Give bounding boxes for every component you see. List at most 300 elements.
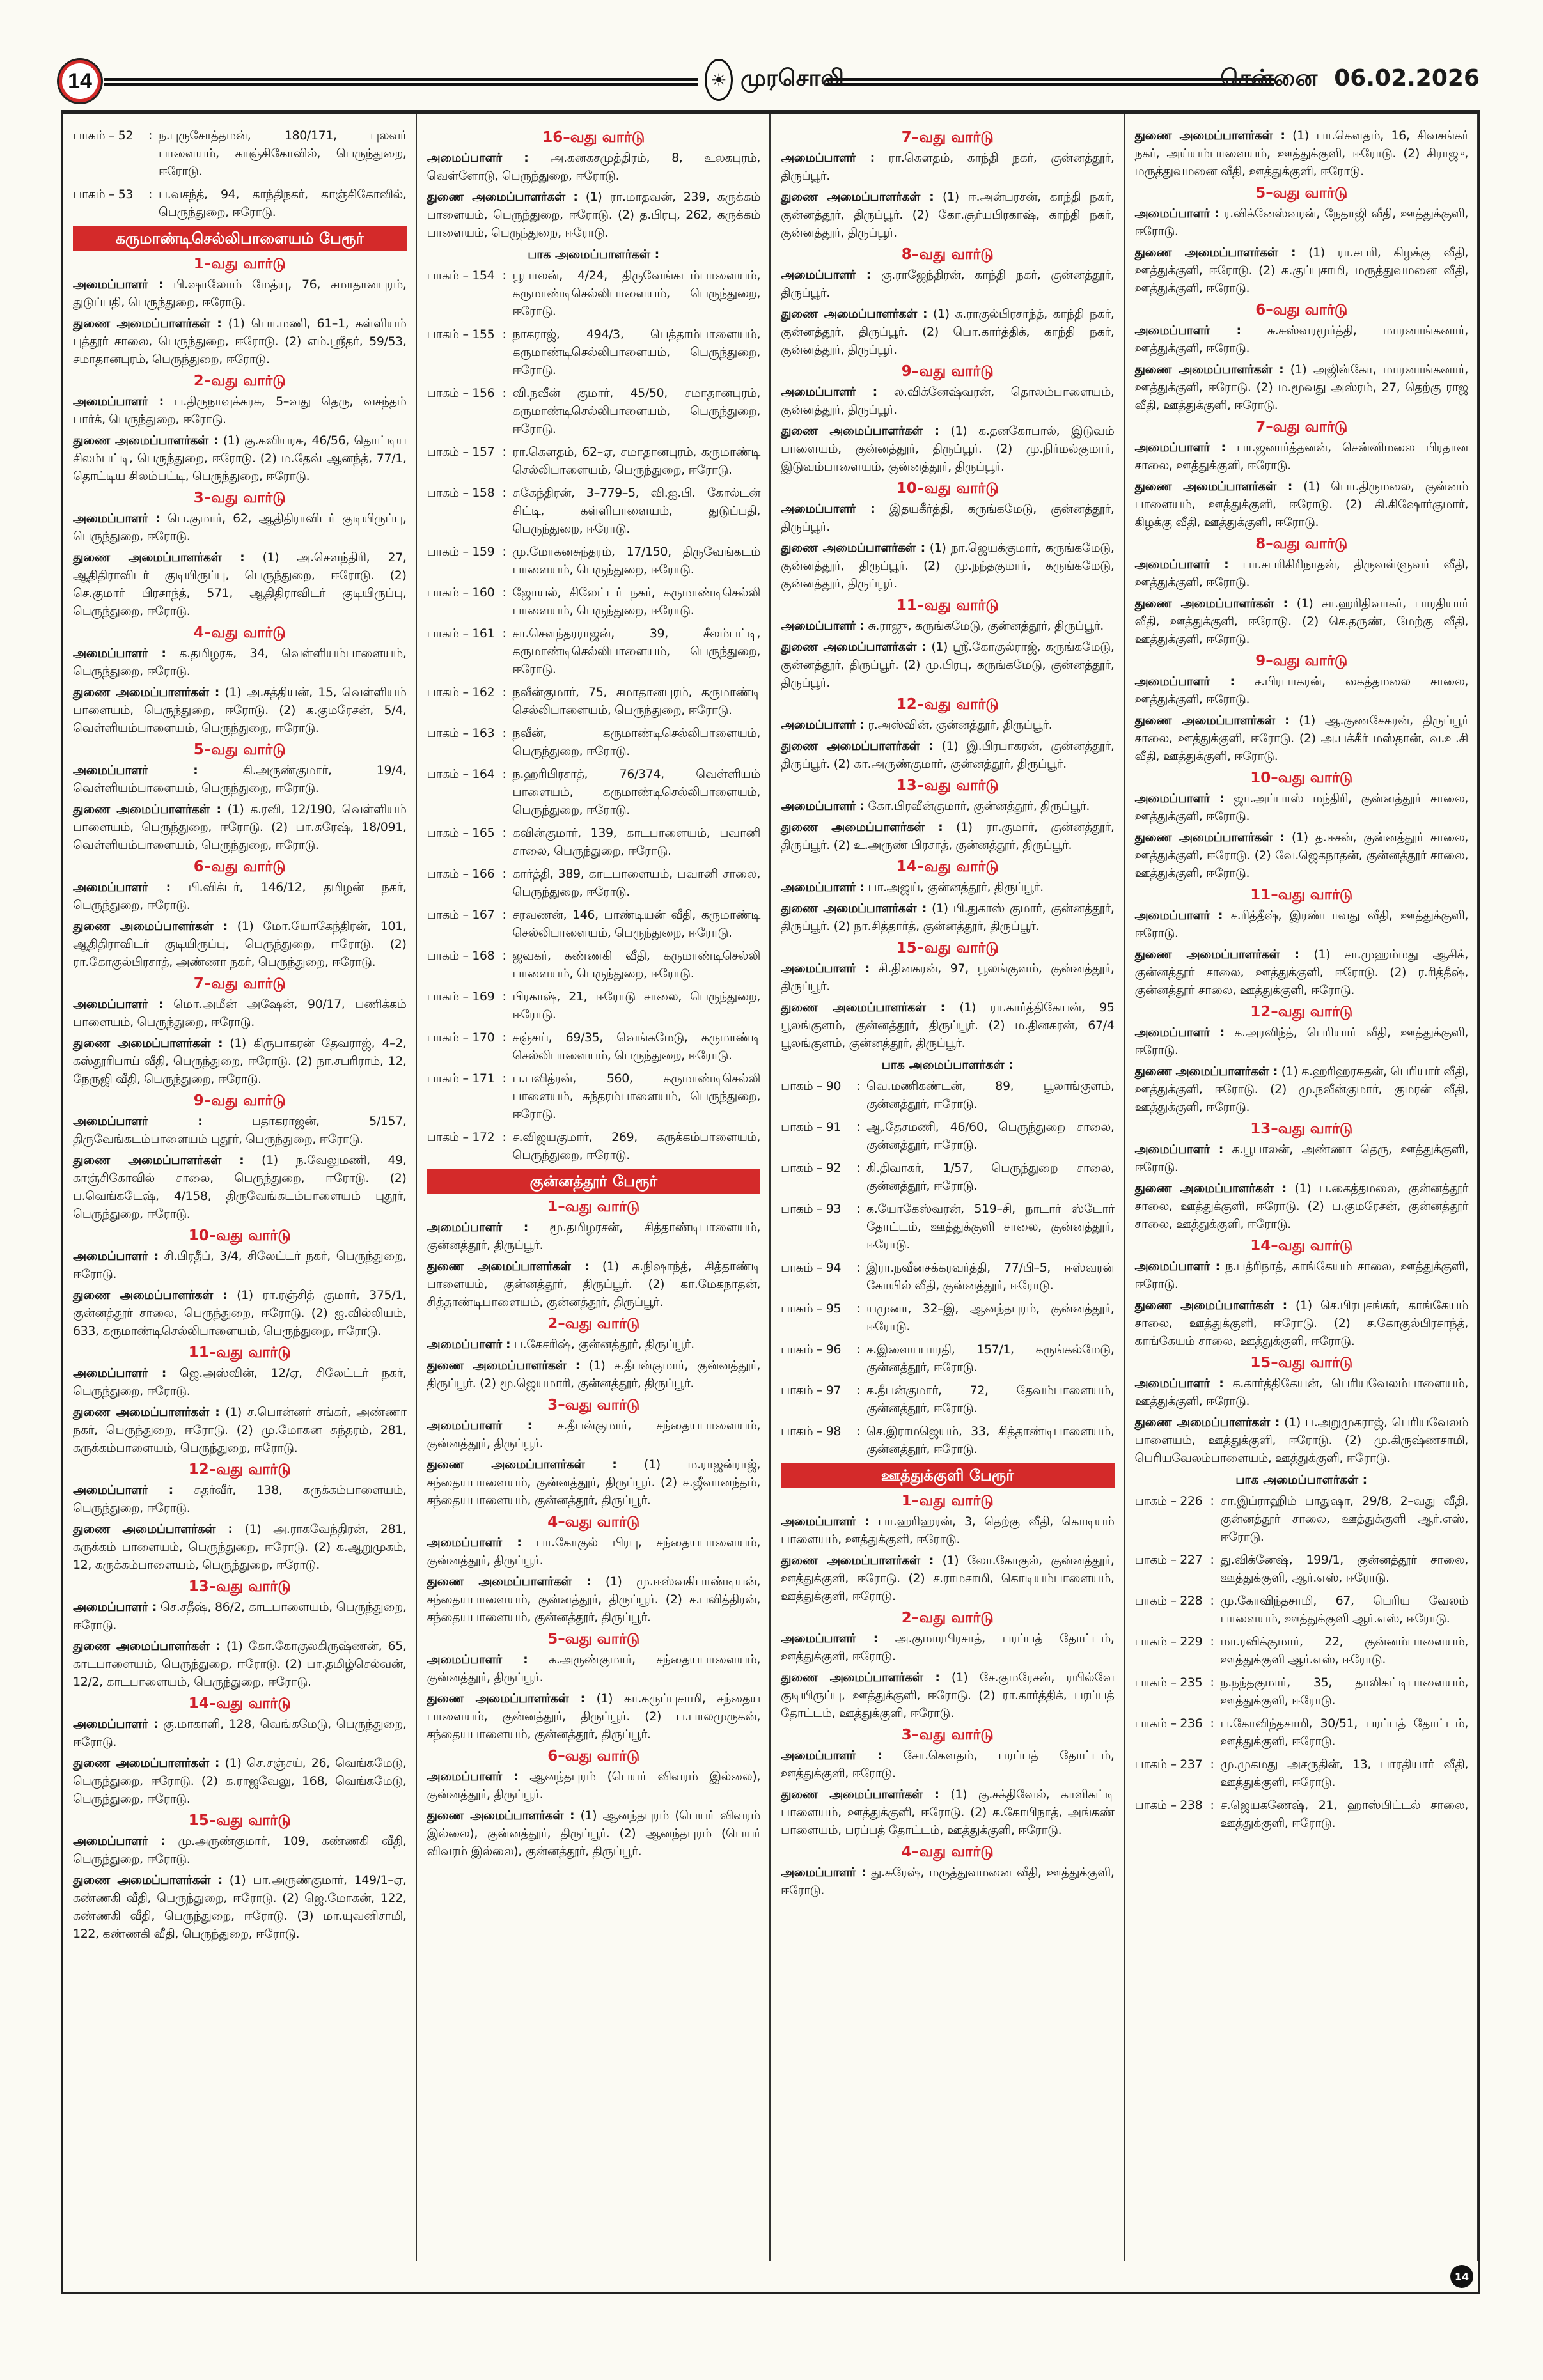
booth-number: 158 <box>472 486 495 500</box>
ward-heading: 14–வது வார்டு <box>1250 1238 1353 1254</box>
deputy-organisers-label: துணை அமைப்பாளர்கள் : <box>1134 479 1292 494</box>
colon: : <box>502 626 506 641</box>
booth-entry <box>781 1200 1115 1254</box>
booth-number: 92 <box>826 1161 842 1175</box>
booth-organisers-subheading: பாக அமைப்பாளர்கள் : <box>1235 1473 1368 1487</box>
deputy-organisers-entry <box>781 305 1115 359</box>
entry-details: (1) சா.ஹரிதிவாகர், பாரதியார் வீதி, ஊத்துக்குளி, ஈரோடு. (2) செ.தருண், மேற்கு வீதி, ஊத்துக்குளி, ஈரோடு. <box>1134 596 1469 646</box>
deputy-organisers-entry <box>781 638 1115 692</box>
deputy-organisers-label: துணை அமைப்பாளர்கள் : <box>427 1692 585 1706</box>
booth-entry <box>1135 1592 1469 1628</box>
booth-prefix: பாகம் – <box>427 327 469 341</box>
colon: : <box>502 826 506 840</box>
deputy-organisers-label: துணை அமைப்பாளர்கள் : <box>73 316 222 331</box>
entry-details: சி.தினகரன், 97, பூலங்குளம், குன்னத்தூர், திருப்பூர். <box>781 961 1115 993</box>
organiser-label: அமைப்பாளர் : <box>1134 206 1219 221</box>
town-panchayat-banner: கருமாண்டிசெல்லிபாளையம் பேரூர் <box>73 226 407 251</box>
colon: : <box>148 187 153 201</box>
organiser-entry <box>1135 1257 1469 1293</box>
booth-entry <box>427 325 761 379</box>
organiser-entry <box>427 1534 761 1569</box>
entry-details: க.கார்த்திகேயன், பெரியவேலம்பாளையம், ஊத்துக்குளி, ஈரோடு. <box>1134 1376 1469 1408</box>
organiser-label: அமைப்பாளர் : <box>73 1600 157 1614</box>
entry-details: க.அருண்குமார், சந்தையபாளையம், குன்னத்தூர், திருப்பூர். <box>427 1653 760 1684</box>
column-2 <box>417 114 771 2261</box>
ward-heading: 4–வது வார்டு <box>901 1844 994 1860</box>
ward-heading: 5–வது வார்டு <box>547 1631 640 1647</box>
booth-entry <box>781 1300 1115 1335</box>
booth-label <box>427 765 503 819</box>
organiser-label: அமைப்பாளர் : <box>73 277 164 292</box>
deputy-organisers-label: துணை அமைப்பாளர்கள் : <box>427 1259 590 1273</box>
booth-entry <box>427 988 761 1023</box>
deputy-organisers-entry <box>73 1151 407 1223</box>
organiser-entry <box>427 1768 761 1803</box>
deputy-organisers-label: துணை அமைப்பாளர்கள் : <box>427 1458 617 1472</box>
organiser-label: அமைப்பாளர் : <box>781 1865 866 1879</box>
organiser-label: அமைப்பாளர் : <box>427 1419 532 1433</box>
deputy-organisers-entry <box>427 1573 761 1626</box>
ward-heading: 15–வது வார்டு <box>896 940 999 956</box>
organiser-entry <box>73 1112 407 1148</box>
organiser-label: அமைப்பாளர் : <box>73 1717 159 1731</box>
deputy-organisers-entry <box>73 1520 407 1574</box>
booth-label <box>1135 1755 1210 1791</box>
colon: : <box>502 1031 506 1045</box>
organiser-label: அமைப்பாளர் : <box>1134 1259 1220 1273</box>
booth-label <box>1135 1796 1210 1832</box>
booth-organiser-details: செ.இராமஜெயம், 33, சித்தாண்டிபாளையம், குன்னத்தூர், ஈரோடு. <box>866 1424 1115 1456</box>
deputy-organisers-label: துணை அமைப்பாளர்கள் : <box>781 424 939 438</box>
deputy-organisers-entry <box>781 999 1115 1052</box>
organiser-entry <box>427 149 761 185</box>
booth-label <box>427 988 503 1023</box>
deputy-organisers-label: துணை அமைப்பாளர்கள் : <box>1134 947 1299 961</box>
booth-label <box>781 1077 856 1113</box>
ward-heading: 15–வது வார்டு <box>188 1812 291 1829</box>
deputy-organisers-label: துணை அமைப்பாளர்கள் : <box>73 433 219 447</box>
colon: : <box>1210 1494 1214 1508</box>
organiser-entry <box>73 995 407 1031</box>
booth-prefix: பாகம் – <box>427 626 469 641</box>
entry-details: செ.சதீஷ், 86/2, காடபாளையம், பெருந்துறை, ஈரோடு. <box>73 1600 407 1632</box>
organiser-label: அமைப்பாளர் : <box>73 646 166 660</box>
booth-prefix: பாகம் – <box>781 1383 823 1397</box>
booth-organiser-details: சுகேந்திரன், 3–779–5, வி.ஐ.பி. கோல்டன் சிட்டி, கள்ளிபாளையம், துடுப்பதி, பெருந்துறை, ஈரோடு. <box>512 486 760 536</box>
booth-number: 172 <box>472 1130 495 1144</box>
paper-name: முரசொலி <box>740 65 844 91</box>
booth-entry <box>781 1077 1115 1113</box>
booth-prefix: பாகம் – <box>427 268 469 283</box>
entry-details: பா.ஜனார்த்தனன், சென்னிமலை பிரதான சாலை, ஊத்துக்குளி, ஈரோடு. <box>1134 440 1468 472</box>
organiser-entry <box>1135 906 1469 942</box>
deputy-organisers-label: துணை அமைப்பாளர்கள் : <box>781 1787 939 1801</box>
entry-details: பதாகராஜன், 5/157, திருவேங்கடம்பாளையம் புதூர், பெருந்துறை, ஈரோடு. <box>73 1114 407 1146</box>
booth-prefix: பாகம் – <box>1134 1494 1177 1508</box>
column-1 <box>63 114 417 2261</box>
header-rule-right <box>826 78 1274 86</box>
organiser-entry <box>427 1218 761 1254</box>
booth-number: 91 <box>826 1120 842 1134</box>
booth-label <box>427 947 503 983</box>
entry-details: பா.ஹரிஹரன், 3, தெற்கு வீதி, கொடியம் பாளையம், ஊத்துக்குளி, ஈரோடு. <box>781 1514 1115 1546</box>
entry-details: (1) பொ.மணி, 61–1, கள்ளியம் புத்தூர் சாலை, பெருந்துறை, ஈரோடு. (2) எம்.ஸ்ரீதர், 59/53, சமாதானபுரம், பெருந்துறை, ஈரோடு. <box>73 316 407 366</box>
entry-details: (1) நா.ஜெயக்குமார், கருங்கமேடு, குன்னத்தூர், திருப்பூர். (2) மு.நந்தகுமார், கருங்கமேடு, குன்னத்தூர், திருப்பூர். <box>781 541 1115 591</box>
booth-label <box>427 1128 503 1164</box>
entry-details: ச.ரித்தீஷ், இரண்டாவது வீதி, ஊத்துக்குளி, ஈரோடு. <box>1134 908 1468 940</box>
organiser-entry <box>73 1364 407 1400</box>
booth-entry <box>427 765 761 819</box>
booth-prefix: பாகம் – <box>1134 1635 1177 1649</box>
entry-details: பி.விக்டர், 146/12, தமிழன் நகர், பெருந்துறை, ஈரோடு. <box>73 880 407 912</box>
entry-details: (1) இ.பிரபாகரன், குன்னத்தூர், திருப்பூர். (2) கா.அருண்குமார், குன்னத்தூர், திருப்பூர். <box>781 739 1115 771</box>
deputy-organisers-label: துணை அமைப்பாளர்கள் : <box>427 190 578 204</box>
entry-details: க.பூபாலன், அண்ணா தெரு, ஊத்துக்குளி, ஈரோடு. <box>1134 1142 1468 1174</box>
organiser-entry <box>1135 439 1469 474</box>
deputy-organisers-label: துணை அமைப்பாளர்கள் : <box>73 919 228 933</box>
booth-label <box>781 1341 856 1376</box>
colon: : <box>1210 1594 1214 1608</box>
booth-number: 237 <box>1180 1757 1203 1771</box>
booth-number: 160 <box>472 586 495 600</box>
booth-label <box>427 724 503 760</box>
ward-heading: 3–வது வார்டு <box>193 490 286 506</box>
booth-organiser-details: சரவணன், 146, பாண்டியன் வீதி, கருமாண்டி செல்லிபாளையம், பெருந்துறை, ஈரோடு. <box>512 908 760 940</box>
entry-details: மூ.தமிழரசன், சித்தாண்டிபாளையம், குன்னத்தூர், திருப்பூர். <box>427 1220 760 1252</box>
organiser-label: அமைப்பாளர் : <box>427 151 529 165</box>
entry-details: (1) சா.முஹம்மது ஆசிக், குன்னத்தூர் சாலை, ஊத்துக்குளி, ஈரோடு. (2) ர.ரித்தீஷ், குன்னத்தூர் சாலை, ஊத்துக்குளி, ஈரோடு. <box>1134 947 1469 997</box>
booth-prefix: பாகம் – <box>427 908 469 922</box>
colon: : <box>502 445 506 459</box>
column-3 <box>771 114 1125 2261</box>
colon: : <box>856 1202 861 1216</box>
organiser-entry <box>1135 789 1469 825</box>
entry-details: (1) ரா.குமார், குன்னத்தூர், திருப்பூர். (2) உ.அருண் பிரசாத், குன்னத்தூர், திருப்பூர். <box>781 820 1115 852</box>
colon: : <box>1210 1757 1214 1771</box>
booth-entry <box>427 584 761 619</box>
booth-entry <box>73 127 407 180</box>
entry-details: பா.சபரிகிரிநாதன், திருவள்ளுவர் வீதி, ஊத்துக்குளி, ஈரோடு. <box>1134 557 1468 589</box>
organiser-label: அமைப்பாளர் : <box>73 997 164 1011</box>
colon: : <box>502 268 506 283</box>
deputy-organisers-entry <box>781 737 1115 773</box>
deputy-organisers-label: துணை அமைப்பாளர்கள் : <box>1134 245 1296 260</box>
booth-organiser-details: ச.இளையபாரதி, 157/1, கருங்கல்மேடு, குன்னத்தூர், ஈரோடு. <box>866 1342 1115 1374</box>
organiser-label: அமைப்பாளர் : <box>781 1514 870 1528</box>
deputy-organisers-entry <box>73 1871 407 1943</box>
booth-entry <box>427 865 761 901</box>
booth-prefix: பாகம் – <box>781 1161 823 1175</box>
colon: : <box>502 586 506 600</box>
organiser-entry <box>781 1746 1115 1782</box>
organiser-label: அமைப்பாளர் : <box>1134 557 1229 572</box>
ward-heading: 7–வது வார்டு <box>1255 419 1348 435</box>
booth-label <box>781 1300 856 1335</box>
entry-details: ச.பிரபாகரன், கைத்தமலை சாலை, ஊத்துக்குளி, ஈரோடு. <box>1134 674 1468 706</box>
colon: : <box>856 1302 861 1316</box>
booth-organiser-details: சா.சௌந்தரராஜன், 39, சீலம்பட்டி, கருமாண்டிசெல்லிபாளையம், பெருந்துறை, ஈரோடு. <box>512 626 760 676</box>
ward-heading: 11–வது வார்டு <box>896 597 999 614</box>
deputy-organisers-label: துணை அமைப்பாளர்கள் : <box>781 541 925 555</box>
ward-heading: 14–வது வார்டு <box>188 1695 291 1712</box>
booth-prefix: பாகம் – <box>781 1202 823 1216</box>
entry-details: க.அரவிந்த், பெரியார் வீதி, ஊத்துக்குளி, ஈரோடு. <box>1134 1025 1468 1057</box>
organiser-label: அமைப்பாளர் : <box>73 1483 173 1497</box>
organiser-entry <box>1135 322 1469 357</box>
colon: : <box>856 1161 861 1175</box>
entry-details: ல.விக்னேஷ்வரன், தொலம்பாளையம், குன்னத்தூர், திருப்பூர். <box>781 385 1115 417</box>
ward-heading: 12–வது வார்டு <box>188 1461 291 1478</box>
entry-details: (1) ஈ.அன்பரசன், காந்தி நகர், குன்னத்தூர், திருப்பூர். (2) கோ.சூர்யபிரகாஷ், காந்தி நகர், குன்னத்தூர், திருப்பூர். <box>781 190 1115 240</box>
organiser-label: அமைப்பாளர் : <box>781 619 865 633</box>
deputy-organisers-entry <box>1135 1062 1469 1116</box>
colon: : <box>856 1342 861 1357</box>
booth-entry <box>427 267 761 320</box>
ward-heading: 11–வது வார்டு <box>188 1344 291 1361</box>
deputy-organisers-entry <box>73 1286 407 1340</box>
ward-heading: 7–வது வார்டு <box>901 129 994 146</box>
booth-number: 162 <box>472 685 495 699</box>
booth-organiser-details: ந.நந்தகுமார், 35, தாலிகட்டிபாளையம், ஊத்துக்குளி, ஈரோடு. <box>1220 1676 1468 1707</box>
deputy-organisers-entry <box>73 315 407 368</box>
entry-details: மு.அருண்குமார், 109, கண்ணகி வீதி, பெருந்துறை, ஈரோடு. <box>73 1834 407 1866</box>
entry-details: (1) க.தனகோபால், இடுவம் பாளையம், குன்னத்தூர், திருப்பூர். (2) மு.நிர்மல்குமார், இடுவம்பாளையம், குன்னத்தூர், திருப்பூர். <box>781 424 1115 474</box>
entry-details: இதயகீர்த்தி, கருங்கமேடு, குன்னத்தூர், திருப்பூர். <box>781 502 1115 534</box>
booth-organiser-details: சஞ்சய், 69/35, வெங்கமேடு, கருமாண்டி செல்லிபாளையம், பெருந்துறை, ஈரோடு. <box>512 1031 760 1062</box>
organiser-label: அமைப்பாளர் : <box>1134 323 1241 338</box>
organiser-entry <box>427 1651 761 1686</box>
entry-details: (1) ரா.மாதவன், 239, கருக்கம் பாளையம், பெருந்துறை, ஈரோடு. (2) த.பிரபு, 262, கருக்கம் பாளையம், பெருந்துறை, ஈரோடு. <box>427 190 760 240</box>
ward-heading: 12–வது வார்டு <box>896 696 999 713</box>
organiser-entry <box>781 383 1115 419</box>
entry-details: மொ.அமீன் அஷேன், 90/17, பணிக்கம் பாளையம், பெருந்துறை, ஈரோடு. <box>73 997 407 1029</box>
organiser-entry <box>73 761 407 797</box>
booth-entry <box>1135 1755 1469 1791</box>
booth-organiser-details: மு.மோகனசுந்தரம், 17/150, திருவேங்கடம் பாளையம், பெருந்துறை, ஈரோடு. <box>512 545 760 577</box>
date: 06.02.2026 <box>1334 65 1480 91</box>
deputy-organisers-entry <box>1135 1296 1469 1350</box>
organiser-label: அமைப்பாளர் : <box>781 1748 882 1762</box>
booth-label <box>781 1159 856 1195</box>
deputy-organisers-label: துணை அமைப்பாளர்கள் : <box>73 802 221 816</box>
deputy-organisers-entry <box>1135 945 1469 999</box>
entry-details: (1) ஆனந்தபுரம் (பெயர் விவரம் இல்லை), குன்னத்தூர், திருப்பூர். (2) ஆனந்தபுரம் (பெயர் விவரம் இல்லை), குன்னத்தூர், திருப்பூர். <box>427 1808 761 1858</box>
booth-label <box>427 1029 503 1064</box>
booth-number: 226 <box>1180 1494 1203 1508</box>
booth-label <box>1135 1592 1210 1628</box>
organiser-entry <box>1135 1140 1469 1176</box>
ward-heading: 9–வது வார்டு <box>1255 653 1348 669</box>
booth-number: 159 <box>472 545 495 559</box>
organiser-label: அமைப்பாளர் : <box>781 502 875 516</box>
booth-prefix: பாகம் – <box>427 867 469 881</box>
organiser-entry <box>73 878 407 914</box>
entry-details: (1) க.நிஷாந்த், சித்தாண்டி பாளையம், குன்னத்தூர், திருப்பூர். (2) கா.மேகநாதன், சித்தாண்டிபாளையம், குன்னத்தூர், திருப்பூர். <box>427 1259 760 1309</box>
deputy-organisers-label: துணை அமைப்பாளர்கள் : <box>73 1756 220 1770</box>
deputy-organisers-entry <box>73 1403 407 1457</box>
entry-details: (1) மு.ஈஸ்வகிபாண்டியன், சந்தையபாளையம், குன்னத்தூர், திருப்பூர். (2) ச.பவித்திரன், சந்தையபாளையம், குன்னத்தூர், திருப்பூர். <box>427 1575 761 1624</box>
booth-prefix: பாகம் – <box>427 386 469 400</box>
deputy-organisers-label: துணை அமைப்பாளர்கள் : <box>781 1553 934 1567</box>
booth-entry <box>1135 1633 1469 1668</box>
deputy-organisers-entry <box>427 1257 761 1311</box>
entry-details: ப.கேசரிஷ், குன்னத்தூர், திருப்பூர். <box>513 1337 694 1351</box>
entry-details: அ.கனகசமுத்திரம், 8, உலகபுரம், வெள்ளோடு, பெருந்துறை, ஈரோடு. <box>427 151 760 183</box>
organiser-entry <box>781 617 1115 635</box>
deputy-organisers-entry <box>73 917 407 971</box>
booth-prefix: பாகம் – <box>781 1342 823 1357</box>
organiser-label: அமைப்பாளர் : <box>73 880 171 894</box>
booth-number: 227 <box>1180 1553 1203 1567</box>
booth-label <box>427 267 503 320</box>
ward-heading: 13–வது வார்டு <box>896 777 999 794</box>
colon: : <box>1210 1553 1214 1567</box>
booth-number: 94 <box>826 1261 842 1275</box>
booth-entry <box>427 683 761 719</box>
colon: : <box>1210 1798 1214 1812</box>
ward-heading: 13–வது வார்டு <box>188 1578 291 1595</box>
entry-details: (1) பா.அருண்குமார், 149/1–ஏ, கண்ணகி வீதி, பெருந்துறை, ஈரோடு. (2) ஜெ.மோகன், 122, கண்ணகி வீதி, பெருந்துறை, ஈரோடு. (3) மா.யுவனிசாமி, 122, கண்ணகி வீதி, பெருந்துறை, ஈரோடு. <box>73 1873 407 1941</box>
booth-label <box>73 127 148 180</box>
ward-heading: 2–வது வார்டு <box>193 373 286 389</box>
organiser-entry <box>781 878 1115 896</box>
deputy-organisers-entry <box>1135 595 1469 648</box>
booth-label <box>781 1200 856 1254</box>
deputy-organisers-label: துணை அமைப்பாளர்கள் : <box>73 550 245 564</box>
deputy-organisers-label: துணை அமைப்பாளர்கள் : <box>1134 1064 1278 1078</box>
ward-heading: 6–வது வார்டு <box>193 859 286 875</box>
booth-entry <box>427 824 761 860</box>
booth-number: 235 <box>1180 1676 1203 1690</box>
booth-entry <box>427 906 761 942</box>
organiser-label: அமைப்பாளர் : <box>73 1114 203 1128</box>
booth-prefix: பாகம் – <box>781 1079 823 1093</box>
booth-prefix: பாகம் – <box>427 486 469 500</box>
booth-organiser-details: இரா.நவீனசக்கரவர்த்தி, 77/பி–5, ஈஸ்வரன் கோயில் வீதி, குன்னத்தூர், ஈரோடு. <box>866 1261 1115 1293</box>
organiser-entry <box>73 1832 407 1868</box>
deputy-organisers-entry <box>73 800 407 854</box>
organiser-entry <box>73 1715 407 1751</box>
booth-label <box>781 1118 856 1154</box>
colon: : <box>856 1424 861 1438</box>
booth-number: 238 <box>1180 1798 1203 1812</box>
deputy-organisers-entry <box>781 818 1115 854</box>
entry-details: (1) அ.ராகவேந்திரன், 281, கருக்கம் பாளையம், பெருந்துறை, ஈரோடு. (2) க.ஆறுமுகம், 12, கருக்கம்பாளையம், பெருந்துறை, ஈரோடு. <box>73 1522 407 1572</box>
entry-details: (1) க.ரவி, 12/190, வெள்ளியம் பாளையம், பெருந்துறை, ஈரோடு. (2) பா.சுரேஷ், 18/091, வெள்ளியம்பாளையம், பெருந்துறை, ஈரோடு. <box>73 802 407 852</box>
organiser-label: அமைப்பாளர் : <box>427 1769 519 1784</box>
booth-label <box>427 325 503 379</box>
ward-heading: 7–வது வார்டு <box>193 976 286 992</box>
booth-organiser-details: ச.ஜெயகணேஷ், 21, ஹாஸ்பிட்டல் சாலை, ஊத்துக்குளி, ஈரோடு. <box>1220 1798 1468 1830</box>
booth-entry <box>427 724 761 760</box>
booth-number: 97 <box>826 1383 842 1397</box>
ward-heading: 2–வது வார்டு <box>547 1316 640 1332</box>
ward-heading: 8–வது வார்டு <box>1255 536 1348 552</box>
organiser-entry <box>781 960 1115 995</box>
booth-organiser-details: ந.ஹரிபிரசாத், 76/374, வெள்ளியம் பாளையம், கருமாண்டிசெல்லிபாளையம், பெருந்துறை, ஈரோடு. <box>512 767 760 817</box>
booth-entry <box>427 947 761 983</box>
deputy-organisers-label: துணை அமைப்பாளர்கள் : <box>73 1873 223 1887</box>
deputy-organisers-entry <box>781 899 1115 935</box>
organiser-entry <box>781 149 1115 185</box>
booth-number: 93 <box>826 1202 842 1216</box>
entry-details: ர.விக்னேஸ்வரன், நேதாஜி வீதி, ஊத்துக்குளி, ஈரோடு. <box>1134 206 1468 238</box>
colon: : <box>1210 1635 1214 1649</box>
booth-organiser-details: க.தீபன்குமார், 72, தேவம்பாளையம், குன்னத்தூர், ஈரோடு. <box>866 1383 1115 1415</box>
organiser-label: அமைப்பாளர் : <box>1134 440 1226 455</box>
deputy-organisers-label: துணை அமைப்பாளர்கள் : <box>73 1153 244 1167</box>
booth-number: 229 <box>1180 1635 1203 1649</box>
organiser-label: அமைப்பாளர் : <box>73 1366 166 1380</box>
deputy-organisers-entry <box>73 432 407 485</box>
booth-prefix: பாகம் – <box>427 726 469 740</box>
organiser-entry <box>781 716 1115 734</box>
dateline <box>1220 65 1480 95</box>
colon: : <box>856 1383 861 1397</box>
organiser-label: அமைப்பாளர் : <box>427 1337 511 1351</box>
organiser-entry <box>1135 205 1469 240</box>
booth-organisers-subheading: பாக அமைப்பாளர்கள் : <box>881 1058 1014 1072</box>
organiser-entry <box>427 1417 761 1452</box>
town-panchayat-banner: ஊத்துக்குளி பேரூர் <box>781 1463 1115 1488</box>
deputy-organisers-label: துணை அமைப்பாளர்கள் : <box>73 1288 228 1302</box>
colon: : <box>502 726 506 740</box>
entry-details: (1) கு.சக்திவேல், காளிகட்டி பாளையம், ஊத்துக்குளி, ஈரோடு. (2) க.கோபிநாத், அங்கண் பாளையம், பரப்பத் தோட்டம், ஊத்துக்குளி, ஈரோடு. <box>781 1787 1115 1837</box>
ward-heading: 1–வது வார்டு <box>193 256 286 272</box>
deputy-organisers-entry <box>1135 478 1469 531</box>
booth-number: 98 <box>826 1424 842 1438</box>
booth-organiser-details: சா.இப்ராஹிம் பாதுஷா, 29/8, 2–வது வீதி, குன்னத்தூர் சாலை, ஊத்துக்குளி ஆர்.எஸ், ஈரோடு. <box>1220 1494 1468 1544</box>
booth-organiser-details: து.விக்னேஷ், 199/1, குன்னத்தூர் சாலை, ஊத்துக்குளி, ஆர்.எஸ், ஈரோடு. <box>1220 1553 1468 1585</box>
deputy-organisers-entry <box>1135 1413 1469 1467</box>
organiser-entry <box>1135 673 1469 708</box>
deputy-organisers-entry <box>427 1807 761 1860</box>
organiser-entry <box>781 797 1115 815</box>
deputy-organisers-label: துணை அமைப்பாளர்கள் : <box>1134 1415 1280 1429</box>
entry-details: (1) பொ.திருமலை, குன்னம் பாளையம், ஊத்துக்குளி, ஈரோடு. (2) கி.கிஷோர்குமார், கிழக்கு வீதி, ஊத்துக்குளி, ஈரோடு. <box>1134 479 1469 529</box>
booth-entry <box>781 1422 1115 1458</box>
colon: : <box>502 908 506 922</box>
ward-heading: 5–வது வார்டு <box>1255 185 1348 201</box>
booth-label <box>1135 1633 1210 1668</box>
ward-heading: 10–வது வார்டு <box>188 1227 291 1244</box>
colon: : <box>502 685 506 699</box>
organiser-entry <box>73 276 407 311</box>
colon: : <box>856 1079 861 1093</box>
organiser-label: அமைப்பாளர் : <box>1134 791 1225 805</box>
organiser-label: அமைப்பாளர் : <box>73 763 198 777</box>
colon: : <box>148 128 153 143</box>
colon: : <box>502 1130 506 1144</box>
booth-entry <box>427 484 761 538</box>
deputy-organisers-entry <box>781 188 1115 242</box>
booth-entry <box>1135 1715 1469 1750</box>
entry-details: கு.ராஜேந்திரன், காந்தி நகர், குன்னத்தூர், திருப்பூர். <box>781 268 1115 300</box>
organiser-label: அமைப்பாளர் : <box>781 151 875 165</box>
organiser-label: அமைப்பாளர் : <box>427 1536 522 1550</box>
entry-details: (1) ப.கைத்தமலை, குன்னத்தூர் சாலை, ஊத்துக்குளி, ஈரோடு. (2) ப.குமரேசன், குன்னத்தூர் சாலை, ஊத்துக்குளி, ஈரோடு. <box>1134 1181 1468 1231</box>
entry-details: து.சுரேஷ், மருத்துவமனை வீதி, ஊத்துக்குளி, ஈரோடு. <box>781 1865 1115 1897</box>
deputy-organisers-entry <box>1135 712 1469 765</box>
booth-label <box>1135 1551 1210 1587</box>
booth-organiser-details: கி.திவாகர், 1/57, பெருந்துறை சாலை, குன்னத்தூர், ஈரோடு. <box>866 1161 1115 1193</box>
booth-organiser-details: மா.ரவிக்குமார், 22, குன்னம்பாளையம், ஊத்துக்குளி ஆர்.எஸ், ஈரோடு. <box>1220 1635 1468 1667</box>
ward-heading: 9–வது வார்டு <box>193 1093 286 1109</box>
booth-organiser-details: ப.வசந்த், 94, காந்திநகர், காஞ்சிகோவில், பெருந்துறை, ஈரோடு. <box>159 187 407 219</box>
booth-prefix: பாகம் – <box>427 586 469 600</box>
booth-entry <box>781 1259 1115 1295</box>
entry-details: (1) செ.பிரபுசங்கர், காங்கேயம் சாலை, ஊத்துக்குளி, ஈரோடு. (2) ச.கோகுல்பிரசாந்த், காங்கேயம் சாலை, ஊத்துக்குளி, ஈரோடு. <box>1134 1298 1469 1348</box>
